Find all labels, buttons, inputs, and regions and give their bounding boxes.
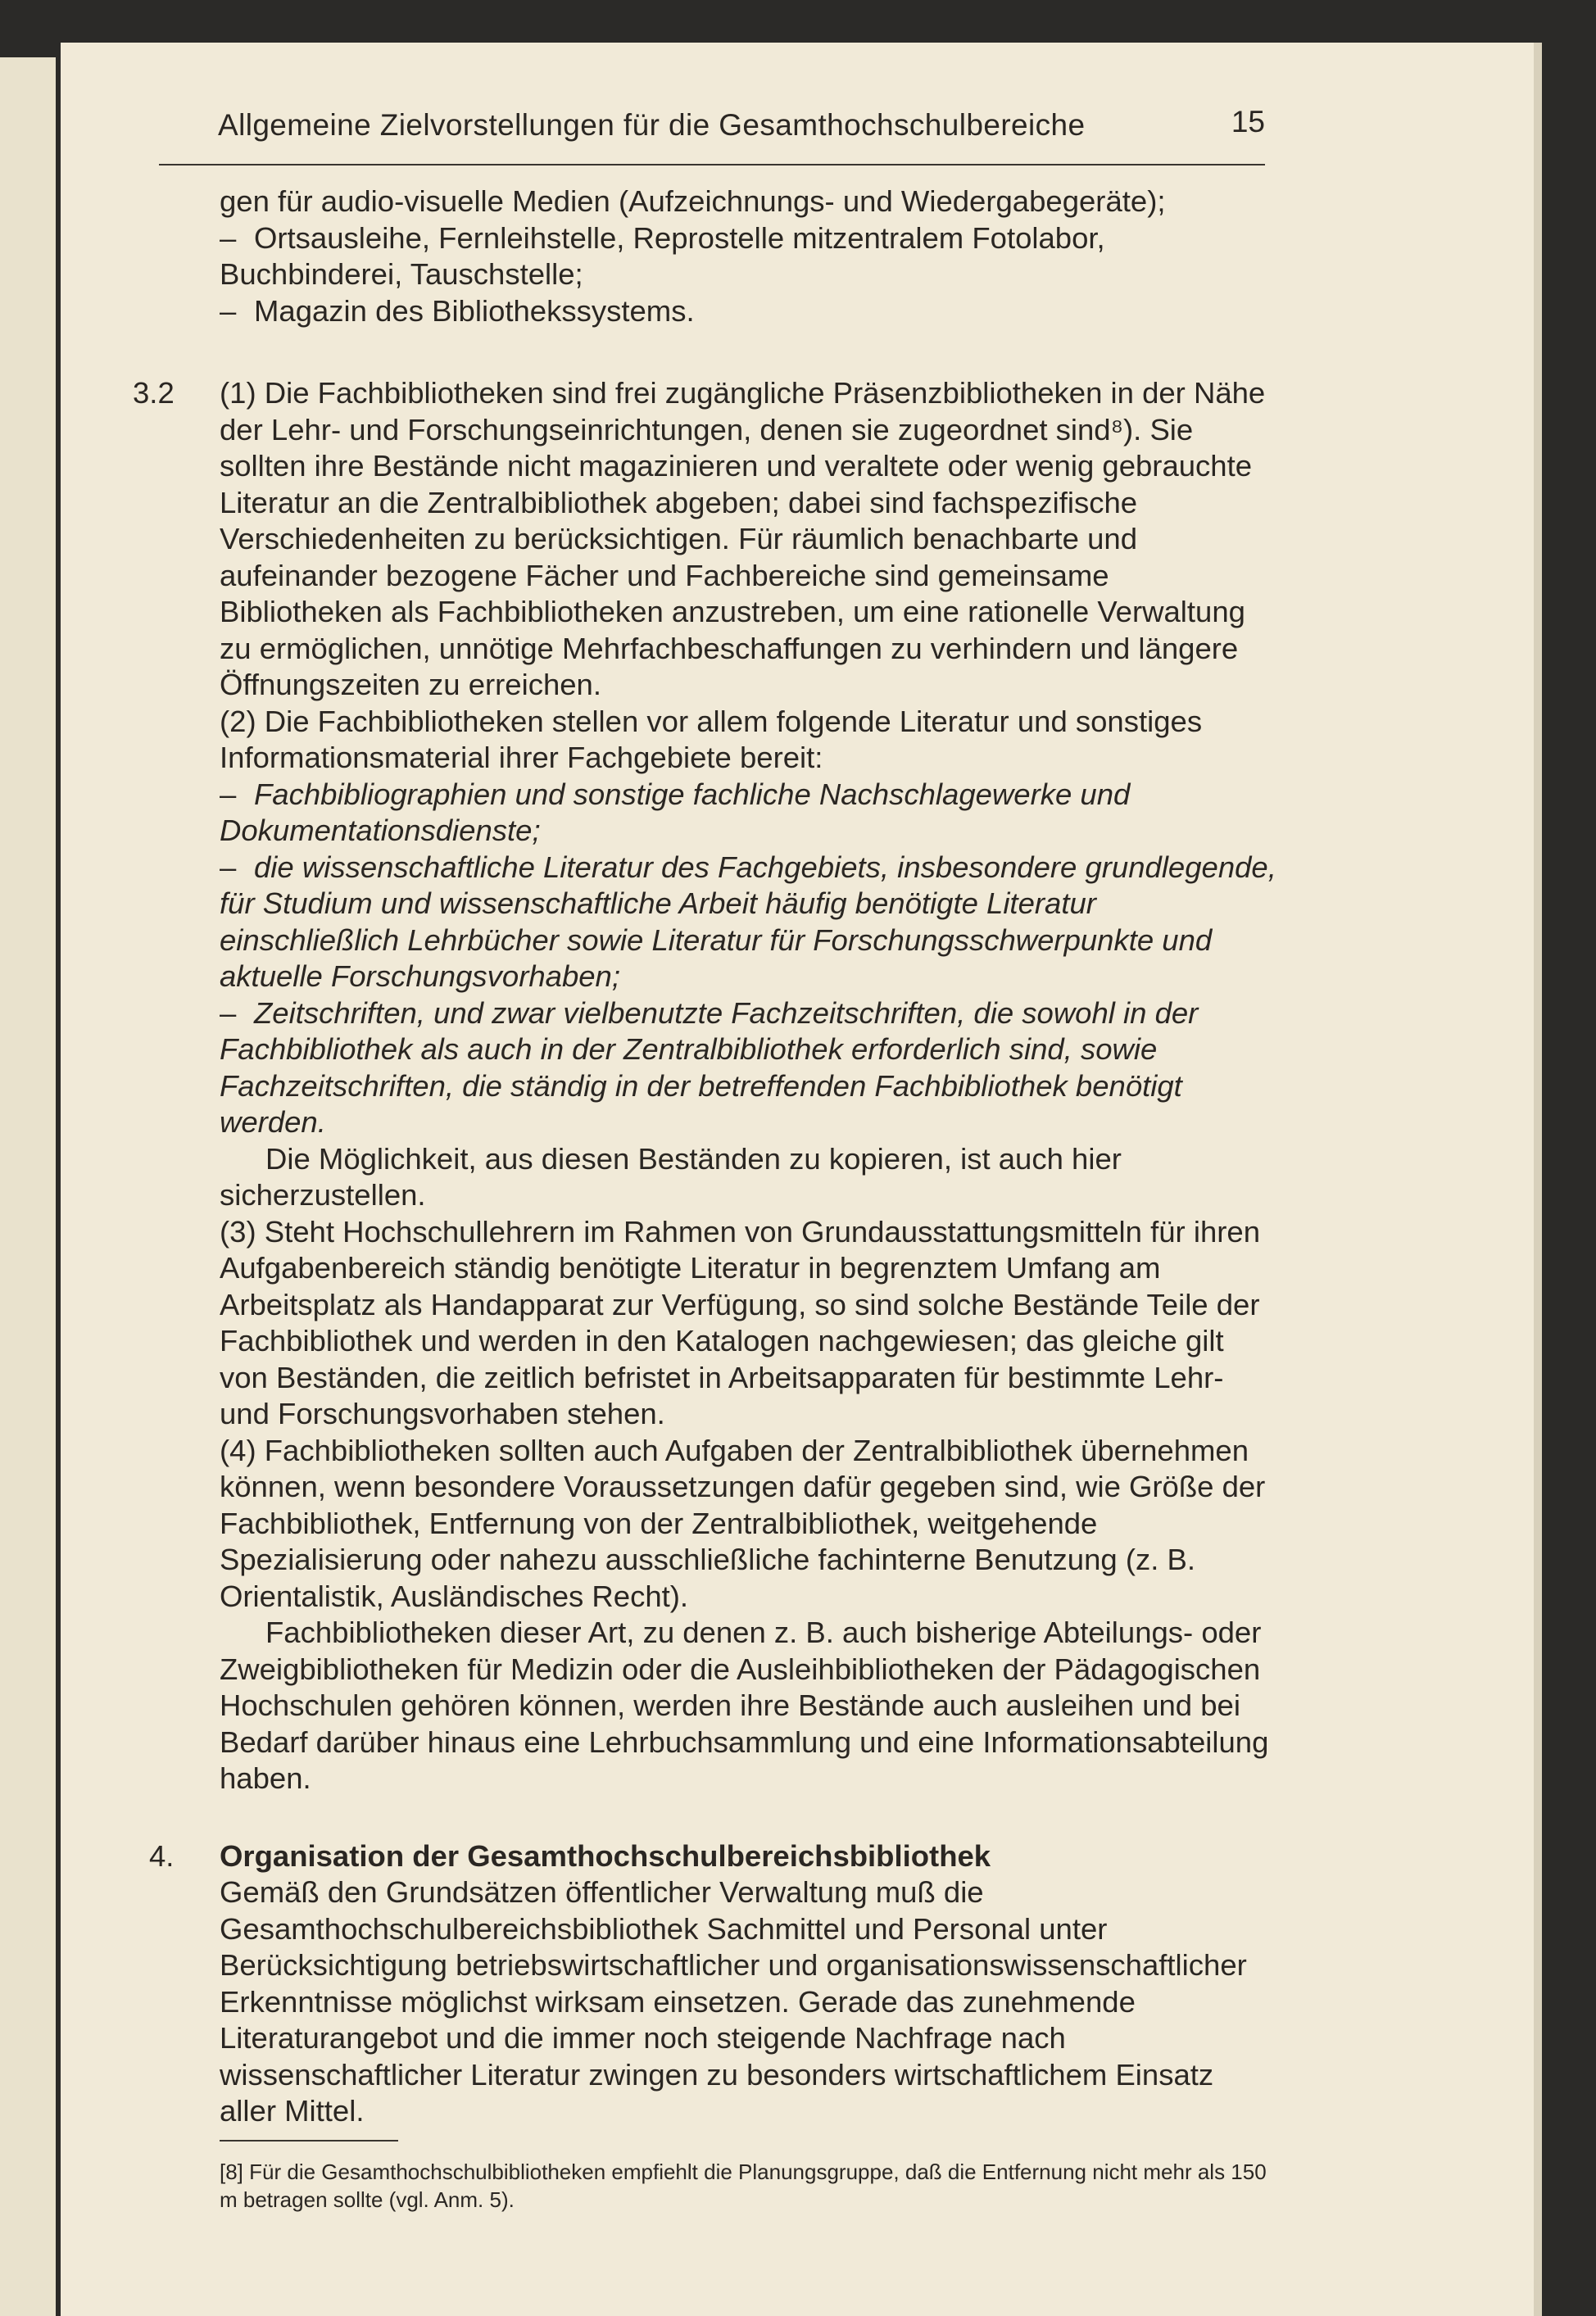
paragraph-1: (1) Die Fachbibliotheken sind frei zugängliche Präsenzbibliotheken in der Nähe der Lehr- und Forschungseinrichtungen, denen sie zugeordnet sind⁸). Sie sollten ihre Bestände nicht magazinieren und veraltete oder wenig gebrauchte Literatur an die Zentralbibliothek abgeben; dabei sind fachspezifische Verschiedenheiten zu berücksichtigen. Für räumlich benachbarte und aufeinander bezogene Fächer und Fachbereiche sind gemeinsame Bibliotheken als Fachbibliotheken anzustreben, um eine rationelle Verwaltung zu ermöglichen, unnötige Mehrfachbeschaffungen zu verhindern und längere Öffnungszeiten zu erreichen. bbox=[220, 376, 1266, 701]
intro-list-item-text: Magazin des Bibliothekssystems. bbox=[254, 293, 695, 328]
paragraph-4: (4) Fachbibliotheken sollten auch Aufgaben der Zentralbibliothek übernehmen können, wenn besondere Voraussetzungen dafür gegeben sind, wie Größe der Fachbibliothek, Entfernung von der Zentralbibliothek, weitgehende Spezialisierung oder nahezu ausschließliche fachinterne Benutzung (z. B. Orientalistik, Ausländisches Recht). bbox=[220, 1433, 1266, 1613]
paragraph-2: (2) Die Fachbibliotheken stellen vor allem folgende Literatur und sonstiges Informationsmaterial ihrer Fachgebiete bereit: bbox=[220, 704, 1203, 774]
dash-mark: – bbox=[220, 293, 237, 328]
intro-list-item bbox=[220, 220, 1276, 293]
section-4 bbox=[149, 1838, 1276, 2130]
page-body bbox=[133, 184, 1276, 2214]
paragraph-4-continued: Fachbibliotheken dieser Art, zu denen z. B. auch bisherige Abteilungs- oder Zweigbibliotheken für Medizin oder die Ausleihbibliotheken der Pädagogischen Hochschulen gehören können, werden ihre Bestände auch ausleihen und bei Bedarf darüber hinaus eine Lehrbuchsammlung und eine Informationsabteilung haben. bbox=[220, 1616, 1269, 1795]
paragraph-3: (3) Steht Hochschullehrern im Rahmen von Grundausstattungsmitteln für ihren Aufgabenbereich ständig benötigte Literatur in begrenztem Umfang am Arbeitsplatz als Handapparat zur Verfügung, so sind solche Bestände Teile der Fachbibliothek und werden in den Katalogen nachgewiesen; das gleiche gilt von Beständen, die zeitlich befristet in Arbeitsapparaten für bestimmte Lehr- und Forschungsvorhaben stehen. bbox=[220, 1214, 1260, 1430]
list-item-text: Fachbibliographien und sonstige fachliche Nachschlagewerke und Dokumentationsdienste; bbox=[220, 777, 1131, 847]
page-header bbox=[159, 98, 1265, 165]
intro-line: gen für audio-visuelle Medien (Aufzeichnungs- und Wiedergabegeräte); bbox=[220, 184, 1166, 218]
dash-mark: – bbox=[220, 777, 237, 811]
intro-list-item-text: Ortsausleihe, Fernleihstelle, Reprostelle mitzentralem Fotolabor, Buchbinderei, Tauschstelle; bbox=[220, 220, 1105, 291]
page-edge-shadow bbox=[1534, 43, 1542, 2316]
list-item-text: Zeitschriften, und zwar vielbenutzte Fachzeitschriften, die sowohl in der Fachbibliothek als auch in der Zentralbibliothek erforderlich sind, sowie Fachzeitschriften, die ständig in der betreffenden Fachbibliothek benötigt werden. bbox=[220, 995, 1199, 1139]
footnote-marker: [8] bbox=[220, 2159, 243, 2184]
footnote bbox=[220, 2158, 1276, 2214]
facing-page-edge bbox=[0, 57, 56, 2316]
section-heading: Organisation der Gesamthochschulbereichsbibliothek bbox=[220, 1838, 991, 1873]
page-number: 15 bbox=[1231, 105, 1265, 138]
dash-mark: – bbox=[220, 850, 237, 884]
footnote-text: Für die Gesamthochschulbibliotheken empfiehlt die Planungsgruppe, daß die Entfernung nicht mehr als 150 m betragen sollte (vgl. Anm. 5). bbox=[220, 2159, 1267, 2212]
list-item bbox=[220, 850, 1276, 995]
section-4-text: Gemäß den Grundsätzen öffentlicher Verwaltung muß die Gesamthochschulbereichsbibliothek Sachmittel und Personal unter Berücksichtigung betriebswirtschaftlicher und organisationswissenschaftlicher Erkenntnisse möglichst wirksam einsetzen. Gerade das zunehmende Literaturangebot und die immer noch steigende Nachfrage nach wissenschaftlicher Literatur zwingen zu besonders wirtschaftlichem Einsatz aller Mittel. bbox=[220, 1875, 1247, 2128]
list-item bbox=[220, 777, 1276, 850]
intro-list-item bbox=[220, 293, 1276, 330]
dash-mark: – bbox=[220, 995, 237, 1030]
list-item-text: die wissenschaftliche Literatur des Fachgebiets, insbesondere grundlegende, für Studium und wissenschaftliche Arbeit häufig benötigte Literatur einschließlich Lehrbücher sowie Literatur für Forschungsschwerpunkte und aktuelle Forschungsvorhaben; bbox=[220, 850, 1276, 993]
paragraph-2-continued: Die Möglichkeit, aus diesen Beständen zu kopieren, ist auch hier sicherzustellen. bbox=[220, 1141, 1122, 1212]
section-number: 4. bbox=[149, 1838, 175, 1873]
dash-mark: – bbox=[220, 220, 237, 255]
intro-block bbox=[220, 184, 1276, 329]
section-number: 3.2 bbox=[133, 376, 175, 410]
running-head: Allgemeine Zielvorstellungen für die Gesamthochschulbereiche bbox=[218, 108, 1086, 142]
section-3-2 bbox=[133, 375, 1276, 1797]
footnote-divider bbox=[220, 2140, 398, 2142]
list-item bbox=[220, 995, 1276, 1141]
